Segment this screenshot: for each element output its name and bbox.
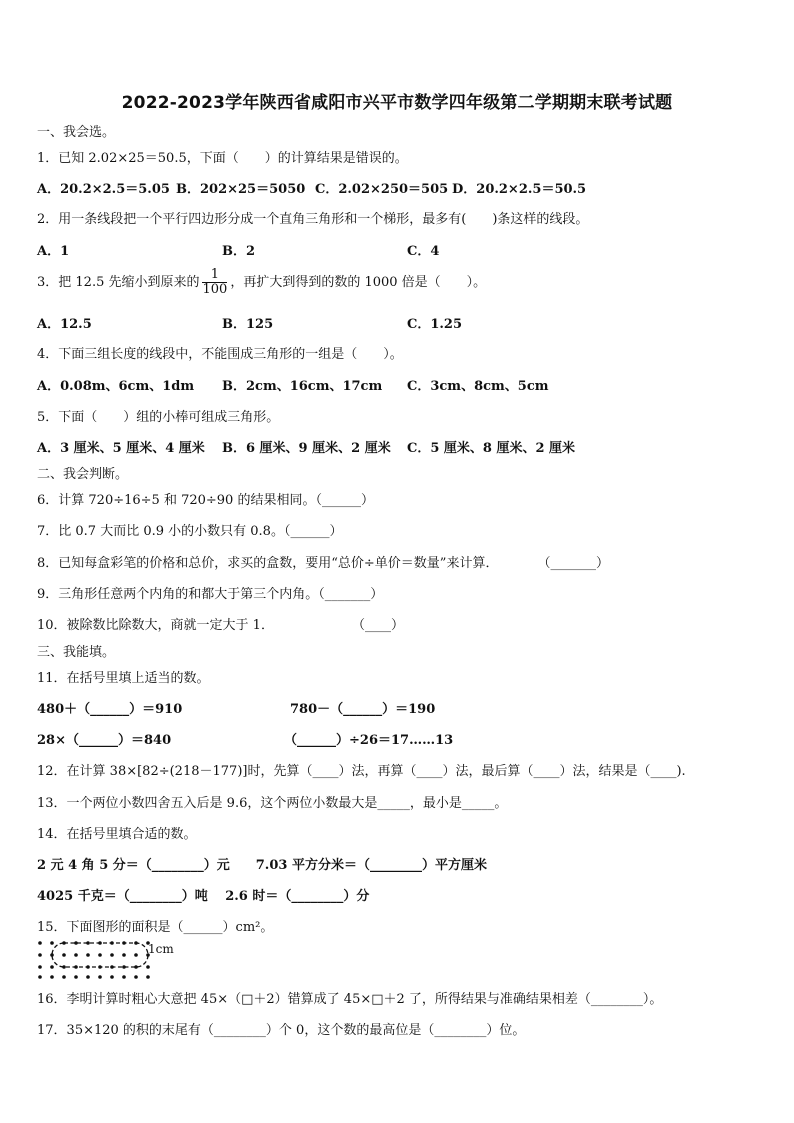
q3-fraction-denominator: 100	[202, 282, 228, 297]
q5-option-a: A．3 厘米、5 厘米、4 厘米	[37, 441, 205, 456]
question-2: 2．用一条线段把一个平行四边形分成一个直角三角形和一个梯形，最多有( )条这样的线段。	[37, 212, 589, 227]
q3-text-pre: 3．把 12.5 先缩小到原来的	[37, 275, 200, 290]
question-16: 16．李明计算时粗心大意把 45×（□＋2）错算成了 45×□＋2 了，所得结果与准确结果相差（________）。	[37, 992, 663, 1007]
q3-option-b: B．125	[222, 317, 274, 332]
q1-option-a: A．20.2×2.5＝5.05	[37, 182, 170, 197]
section-heading-2: 二、我会判断。	[37, 467, 129, 482]
q1-option-c: C．2.02×250＝505	[315, 182, 449, 197]
question-4: 4．下面三组长度的线段中，不能围成三角形的一组是（ ）。	[37, 347, 403, 362]
q3-fraction	[202, 268, 227, 297]
question-12: 12．在计算 38×[82÷(218－177)]时，先算（____）法，再算（____）法，最后算（____）法，结果是（____).	[37, 764, 686, 779]
q11-blank-a: 480＋（______）＝910	[37, 702, 183, 717]
q2-option-a: A．1	[37, 244, 70, 259]
q1-option-d: D．20.2×2.5＝50.5	[452, 182, 587, 197]
q11-blank-b: 780－（______）＝190	[290, 702, 436, 717]
q4-option-c: C．3cm、8cm、5cm	[407, 379, 549, 394]
question-3	[37, 268, 486, 297]
section-heading-1: 一、我会选。	[37, 125, 116, 140]
q1-option-b: B．202×25＝5050	[176, 182, 306, 197]
q3-fraction-numerator: 1	[202, 268, 227, 283]
question-7: 7．比 0.7 大而比 0.9 小的小数只有 0.8。（______）	[37, 524, 343, 539]
question-13: 13．一个两位小数四舍五入后是 9.6，这个两位小数最大是_____，最小是_____。	[37, 796, 508, 811]
q11-blank-c: 28×（______）＝840	[37, 733, 172, 748]
q3-option-c: C．1.25	[407, 317, 463, 332]
q2-option-c: C．4	[407, 244, 440, 259]
question-11: 11．在括号里填上适当的数。	[37, 671, 210, 686]
unit-label: 1cm	[148, 942, 174, 956]
q3-option-a: A．12.5	[37, 317, 92, 332]
q4-option-b: B．2cm、16cm、17cm	[222, 379, 383, 394]
question-9: 9．三角形任意两个内角的和都大于第三个内角。（_______）	[37, 587, 384, 602]
q3-text-post: ，再扩大到得到的数的 1000 倍是（ ）。	[230, 275, 487, 290]
q14-line-a: 2 元 4 角 5 分＝（________）元 7.03 平方分米＝（________）平方厘米	[37, 858, 487, 873]
question-17: 17．35×120 的积的末尾有（________）个 0，这个数的最高位是（________）位。	[37, 1023, 526, 1038]
dot-grid-figure	[37, 940, 155, 980]
question-15: 15．下面图形的面积是（______）cm²。	[37, 920, 274, 935]
question-6: 6．计算 720÷16÷5 和 720÷90 的结果相同。（______）	[37, 493, 374, 508]
question-10: 10．被除数比除数大，商就一定大于 1． （____）	[37, 618, 404, 633]
section-heading-3: 三、我能填。	[37, 645, 116, 660]
q14-line-b: 4025 千克＝（________）吨 2.6 时＝（________）分	[37, 889, 370, 904]
q5-option-b: B．6 厘米、9 厘米、2 厘米	[222, 441, 391, 456]
question-8: 8．已知每盒彩笔的价格和总价，求买的盒数，要用“总价÷单价＝数量”来计算． （_______）	[37, 556, 609, 571]
question-14: 14．在括号里填合适的数。	[37, 827, 197, 842]
question-1: 1．已知 2.02×25＝50.5，下面（ ）的计算结果是错误的。	[37, 151, 408, 166]
page-title: 2022-2023学年陕西省咸阳市兴平市数学四年级第二学期期末联考试题	[121, 93, 673, 113]
question-5: 5．下面（ ）组的小棒可组成三角形。	[37, 410, 280, 425]
q4-option-a: A．0.08m、6cm、1dm	[37, 379, 195, 394]
q5-option-c: C．5 厘米、8 厘米、2 厘米	[407, 441, 576, 456]
q11-blank-d: （______）÷26＝17……13	[284, 733, 454, 748]
q2-option-b: B．2	[222, 244, 256, 259]
